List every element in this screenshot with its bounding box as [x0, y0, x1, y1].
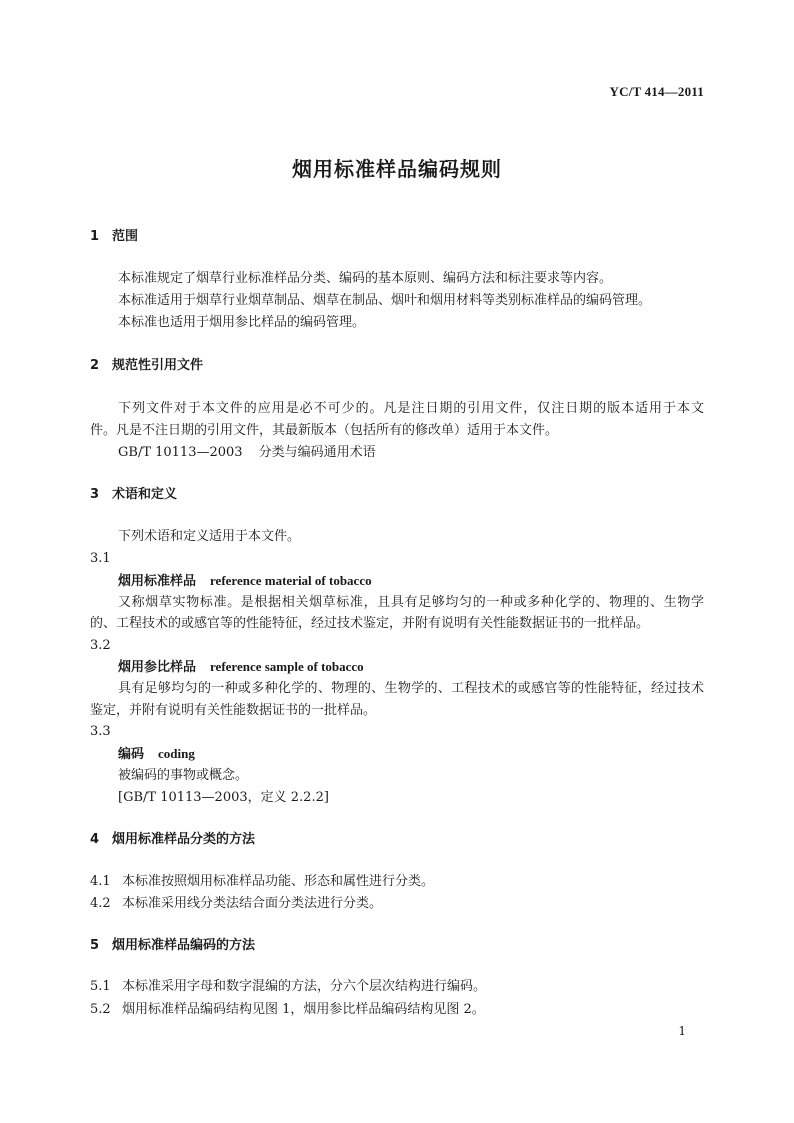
clause	[90, 979, 486, 995]
section-title: 范围	[112, 229, 139, 244]
definition: 又称烟草实物标准。是根据相关烟草标准，且具有足够均匀的一种或多种化学的、物理的、生物学	[118, 595, 704, 610]
reference-title: 分类与编码通用术语	[258, 445, 376, 460]
section-title: 烟用标准样品分类的方法	[112, 832, 256, 847]
paragraph: 本标准适用于烟草行业烟草制品、烟草在制品、烟叶和烟用材料等类别标准样品的编码管理。	[118, 293, 652, 308]
term-english: reference material of tobacco	[210, 573, 372, 588]
clause-text: 本标准采用线分类法结合面分类法进行分类。	[122, 896, 383, 911]
clause-text: 本标准按照烟用标准样品功能、形态和属性进行分类。	[122, 874, 435, 889]
section-title: 烟用标准样品编码的方法	[112, 938, 256, 953]
section-number: 4	[90, 832, 100, 847]
definition: 鉴定，并附有说明有关性能数据证书的一批样品。	[90, 703, 377, 718]
section-2-heading	[90, 358, 203, 374]
term-entry	[118, 746, 195, 763]
section-5-heading	[90, 938, 255, 954]
clause	[90, 1002, 485, 1018]
section-title: 规范性引用文件	[112, 358, 204, 373]
paragraph: 本标准也适用于烟用参比样品的编码管理。	[118, 315, 366, 330]
term-number: 3.3	[90, 724, 111, 739]
term-entry	[118, 573, 372, 590]
definition-source: [GB/T 10113—2003，定义 2.2.2]	[118, 790, 329, 805]
definition: 被编码的事物或概念。	[118, 768, 249, 783]
page-number: 1	[678, 1024, 686, 1038]
section-number: 1	[90, 229, 100, 244]
section-number: 5	[90, 938, 100, 953]
section-3-heading	[90, 487, 177, 503]
term-chinese: 烟用参比样品	[118, 660, 197, 675]
paragraph: 下列术语和定义适用于本文件。	[118, 529, 301, 544]
clause	[90, 874, 434, 890]
section-number: 2	[90, 358, 100, 373]
paragraph: 下列文件对于本文件的应用是必不可少的。凡是注日期的引用文件，仅注日期的版本适用于本文	[118, 401, 704, 416]
clause-number: 4.2	[90, 896, 111, 911]
definition: 的、工程技术的或感官等的性能特征，经过技术鉴定，并附有说明有关性能数据证书的一批样品。	[90, 616, 650, 631]
term-entry	[118, 659, 364, 676]
clause-number: 5.1	[90, 979, 111, 994]
term-chinese: 烟用标准样品	[118, 574, 197, 589]
section-number: 3	[90, 487, 100, 502]
normative-reference	[118, 445, 376, 461]
clause-number: 5.2	[90, 1002, 111, 1017]
term-english: reference sample of tobacco	[210, 659, 364, 674]
document-title: 烟用标准样品编码规则	[292, 157, 502, 181]
term-chinese: 编码	[118, 747, 145, 762]
section-title: 术语和定义	[112, 487, 178, 502]
section-4-heading	[90, 832, 255, 848]
clause	[90, 896, 382, 912]
clause-number: 4.1	[90, 874, 111, 889]
section-1-heading	[90, 229, 138, 245]
term-english: coding	[158, 746, 195, 761]
reference-code: GB/T 10113—2003	[118, 445, 243, 460]
paragraph: 件。凡是不注日期的引用文件，其最新版本（包括所有的修改单）适用于本文件。	[90, 423, 559, 438]
clause-text: 烟用标准样品编码结构见图 1，烟用参比样品编码结构见图 2。	[122, 1002, 485, 1017]
term-number: 3.2	[90, 638, 111, 653]
term-number: 3.1	[90, 551, 111, 566]
clause-text: 本标准采用字母和数字混编的方法，分六个层次结构进行编码。	[122, 979, 487, 994]
paragraph: 本标准规定了烟草行业标准样品分类、编码的基本原则、编码方法和标注要求等内容。	[118, 271, 613, 286]
standard-code: YC/T 414—2011	[609, 84, 704, 99]
definition: 具有足够均匀的一种或多种化学的、物理的、生物学的、工程技术的或感官等的性能特征，经过技术	[118, 681, 704, 696]
